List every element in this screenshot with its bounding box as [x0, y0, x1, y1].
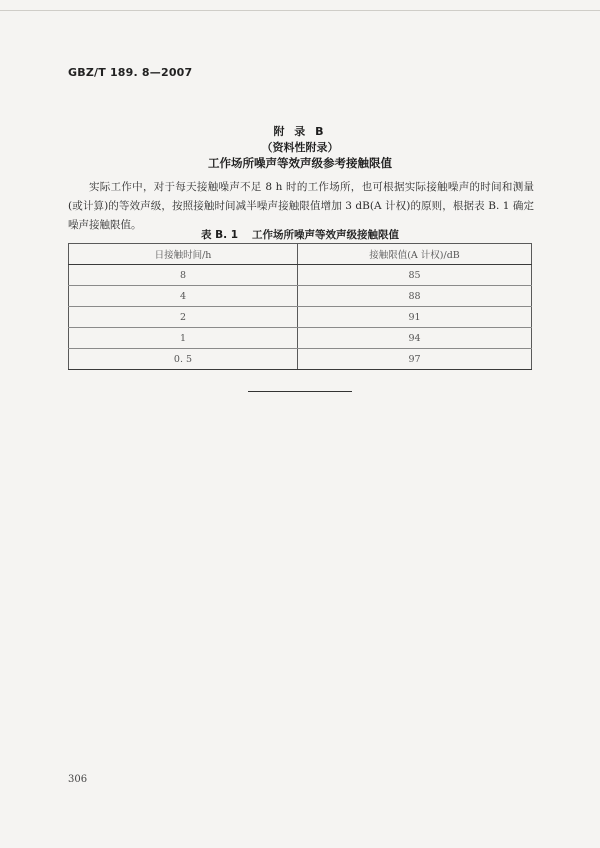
top-border-line	[0, 10, 600, 11]
exposure-time-cell: 0. 5	[69, 349, 298, 370]
end-of-appendix-rule	[248, 391, 352, 392]
table-row	[69, 265, 532, 286]
appendix-label: 附 录 B	[273, 125, 327, 138]
table-caption-title: 工作场所噪声等效声级接触限值	[252, 229, 400, 241]
exposure-limit-cell: 85	[298, 265, 532, 286]
noise-limit-table	[68, 243, 532, 370]
table-row	[69, 328, 532, 349]
header-exposure-time: 日接触时间/h	[69, 244, 298, 265]
exposure-limit-cell: 88	[298, 286, 532, 307]
exposure-limit-cell: 91	[298, 307, 532, 328]
exposure-limit-cell: 94	[298, 328, 532, 349]
table-caption	[0, 227, 600, 242]
exposure-time-cell: 4	[69, 286, 298, 307]
table-row	[69, 286, 532, 307]
exposure-limit-cell: 97	[298, 349, 532, 370]
body-paragraph: 实际工作中，对于每天接触噪声不足 8 h 时的工作场所，也可根据实际接触噪声的时间和测量(或计算)的等效声级，按照接触时间减半噪声接触限值增加 3 dB(A 计权)的原则，根据表 B. 1 确定噪声接触限值。	[68, 181, 534, 231]
exposure-time-cell: 1	[69, 328, 298, 349]
appendix-heading: 工作场所噪声等效声级参考接触限值	[208, 156, 392, 170]
page-number: 306	[68, 774, 88, 785]
exposure-time-cell: 2	[69, 307, 298, 328]
table-row	[69, 307, 532, 328]
appendix-type: （资料性附录）	[261, 141, 339, 154]
header-exposure-limit: 接触限值(A 计权)/dB	[298, 244, 532, 265]
table-header-row	[69, 244, 532, 265]
exposure-time-cell: 8	[69, 265, 298, 286]
table-row	[69, 349, 532, 370]
document-code: GBZ/T 189. 8—2007	[68, 66, 193, 79]
table-caption-label: 表 B. 1	[200, 229, 239, 241]
